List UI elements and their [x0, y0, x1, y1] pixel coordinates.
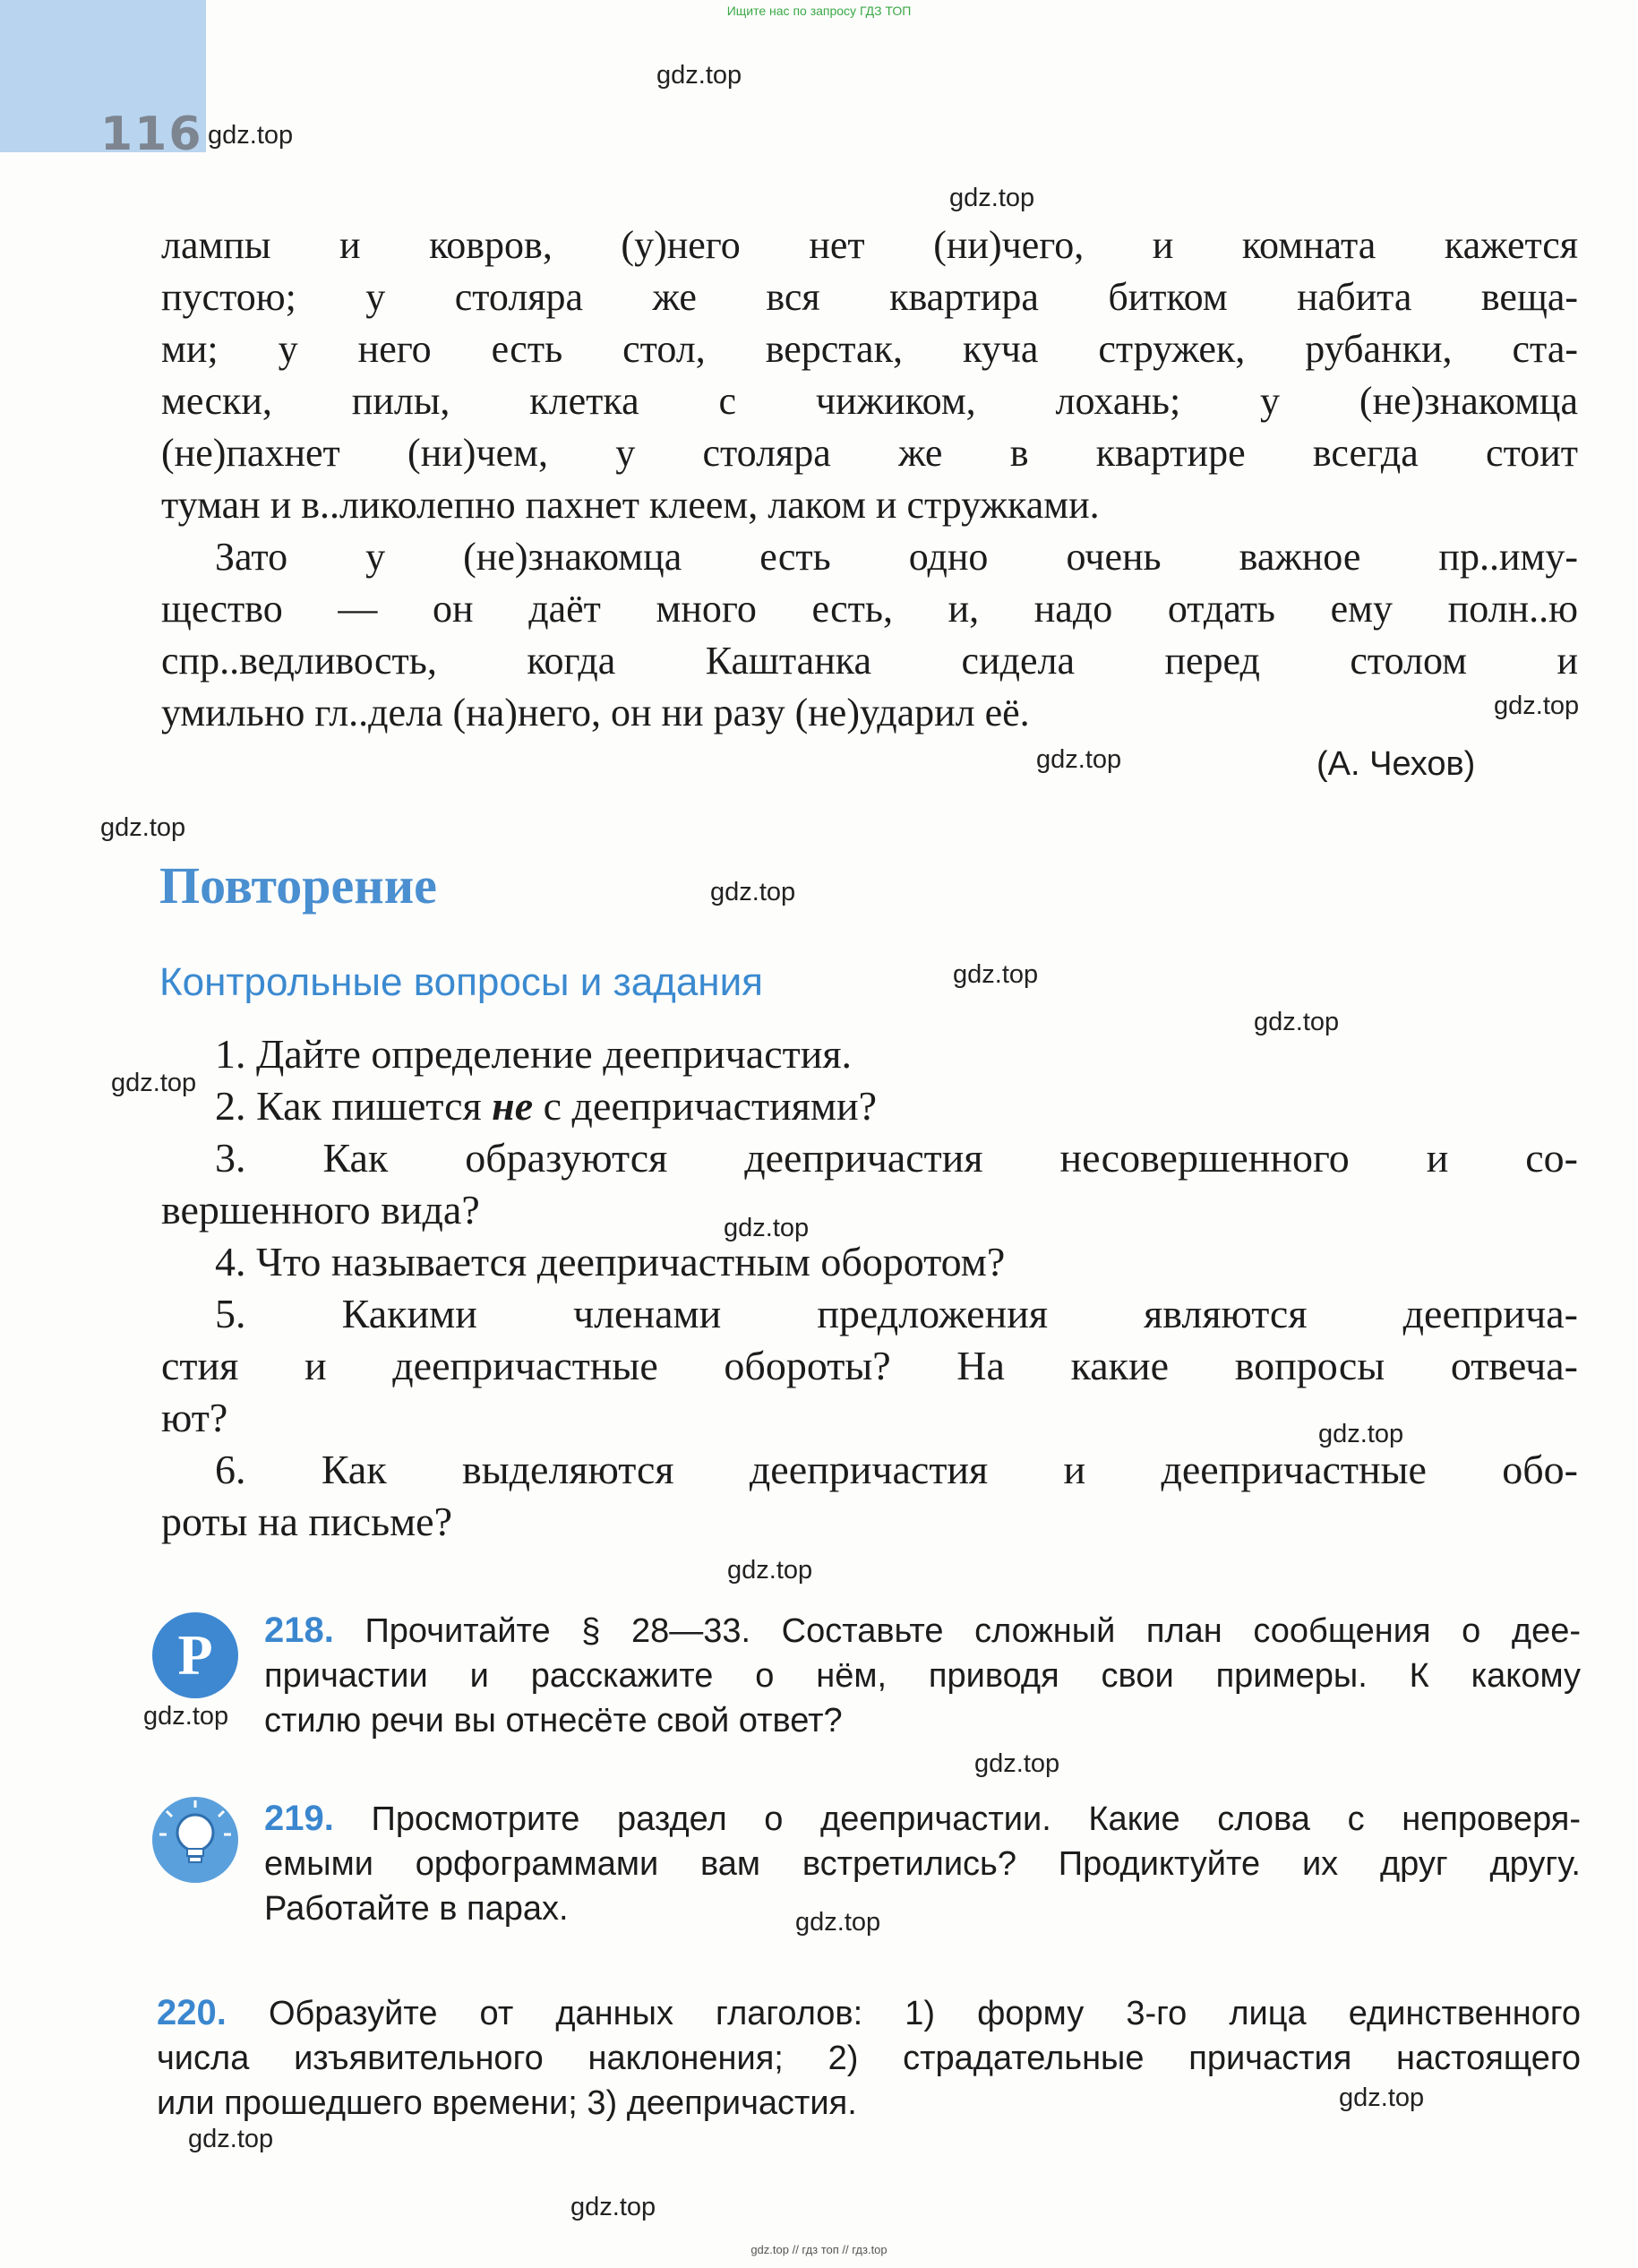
exercise-219-number: 219.	[264, 1799, 334, 1838]
question-4: 4. Что называется деепричастным оборотом?	[215, 1239, 1006, 1284]
watermark: gdz.top	[949, 184, 1035, 212]
top-banner: Ищите нас по запросу ГДЗ ТОП	[726, 4, 912, 18]
question-6: 6. Как выделяются деепричастия и деепричастные обо-	[215, 1447, 1578, 1492]
question-2-text-end: с деепричастиями?	[533, 1083, 878, 1129]
question-5-end: ют?	[161, 1395, 228, 1440]
watermark: gdz.top	[953, 960, 1039, 989]
exercise-219-line: емыми орфограммами вам встретились? Продиктуйте их друг другу.	[264, 1845, 1581, 1883]
passage-line: ми; у него есть стол, верстак, куча стружек, рубанки, ста-	[161, 327, 1578, 371]
exercise-218-line: причастии и расскажите о нём, приводя свои примеры. К какому	[264, 1657, 1581, 1695]
speech-r-badge-icon: Р	[152, 1612, 238, 1698]
passage-author: (А. Чехов)	[1316, 745, 1476, 783]
passage-line: умильно гл..дела (на)него, он ни разу (не)ударил её.	[161, 691, 1030, 735]
bottom-banner: gdz.top // гдз топ // гдз.top	[750, 2243, 888, 2256]
watermark: gdz.top	[100, 813, 186, 842]
exercise-220-line: числа изъявительного наклонения; 2) страдательные причастия настоящего	[157, 2040, 1581, 2077]
watermark: gdz.top	[111, 1069, 197, 1097]
watermark: gdz.top	[727, 1556, 813, 1585]
watermark: gdz.top	[1254, 1008, 1340, 1036]
watermark: gdz.top	[1339, 2083, 1425, 2112]
watermark: gdz.top	[1318, 1420, 1404, 1448]
question-2-emphasis: не	[492, 1083, 534, 1129]
exercise-220-number: 220.	[157, 1993, 227, 2032]
watermark: gdz.top	[974, 1749, 1060, 1778]
lightbulb-icon	[152, 1797, 238, 1883]
subheading: Контрольные вопросы и задания	[159, 960, 764, 1004]
page-number: 116	[100, 107, 203, 161]
question-2	[161, 1080, 1578, 1132]
exercise-219-line: Работайте в парах.	[264, 1890, 569, 1928]
section-title: Повторение	[159, 856, 437, 915]
question-1: 1. Дайте определение деепричастия.	[215, 1031, 853, 1077]
watermark: gdz.top	[656, 61, 742, 90]
exercise-219	[264, 1796, 1581, 1931]
exercise-218-line: Прочитайте § 28—33. Составьте сложный план сообщения о дее-	[364, 1612, 1581, 1650]
passage-line: лампы и ковров, (у)него нет (ни)чего, и комната кажется	[161, 223, 1578, 267]
passage-line: Зато у (не)знакомца есть одно очень важное пр..иму-	[215, 535, 1578, 579]
passage-line: (не)пахнет (ни)чем, у столяра же в квартире всегда стоит	[161, 431, 1578, 475]
passage-line: пустою; у столяра же вся квартира битком набита веща-	[161, 275, 1578, 319]
question-3-cont: вершенного вида?	[161, 1187, 480, 1233]
passage-line: спр..ведливость, когда Каштанка сидела перед столом и	[161, 639, 1578, 683]
watermark: gdz.top	[188, 2125, 274, 2153]
watermark: gdz.top	[724, 1214, 810, 1242]
watermark: gdz.top	[143, 1702, 229, 1731]
watermark: gdz.top	[1494, 692, 1580, 720]
exercise-220-line: или прошедшего времени; 3) деепричастия.	[157, 2084, 857, 2122]
watermark: gdz.top	[710, 878, 796, 906]
question-3: 3. Как образуются деепричастия несовершенного и со-	[215, 1135, 1578, 1181]
exercise-220-line: Образуйте от данных глаголов: 1) форму 3-го лица единственного	[268, 1995, 1582, 2032]
question-2-text: 2. Как пишется	[215, 1083, 493, 1129]
exercise-218-number: 218.	[264, 1611, 334, 1650]
watermark: gdz.top	[1036, 745, 1122, 774]
exercise-218-line: стилю речи вы отнесёте свой ответ?	[264, 1702, 843, 1740]
exercise-219-line: Просмотрите раздел о деепричастии. Какие слова с непроверя-	[371, 1800, 1582, 1838]
exercise-220	[157, 1990, 1581, 2126]
watermark: gdz.top	[795, 1908, 881, 1937]
passage-line: щество — он даёт много есть, и, надо отдать ему полн..ю	[161, 587, 1578, 631]
questions-list	[161, 1028, 1578, 1548]
passage-line: мески, пилы, клетка с чижиком, лохань; у (не)знакомца	[161, 379, 1578, 423]
watermark: gdz.top	[208, 121, 294, 150]
question-5: 5. Какими членами предложения являются дееприча-	[215, 1291, 1578, 1336]
question-6-cont: роты на письме?	[161, 1499, 453, 1544]
passage-line: туман и в..ликолепно пахнет клеем, лаком и стружками.	[161, 483, 1100, 527]
question-5-cont: стия и деепричастные обороты? На какие вопросы отвеча-	[161, 1343, 1578, 1388]
watermark: gdz.top	[570, 2193, 656, 2221]
passage-text	[161, 219, 1578, 739]
exercise-218	[264, 1608, 1581, 1743]
